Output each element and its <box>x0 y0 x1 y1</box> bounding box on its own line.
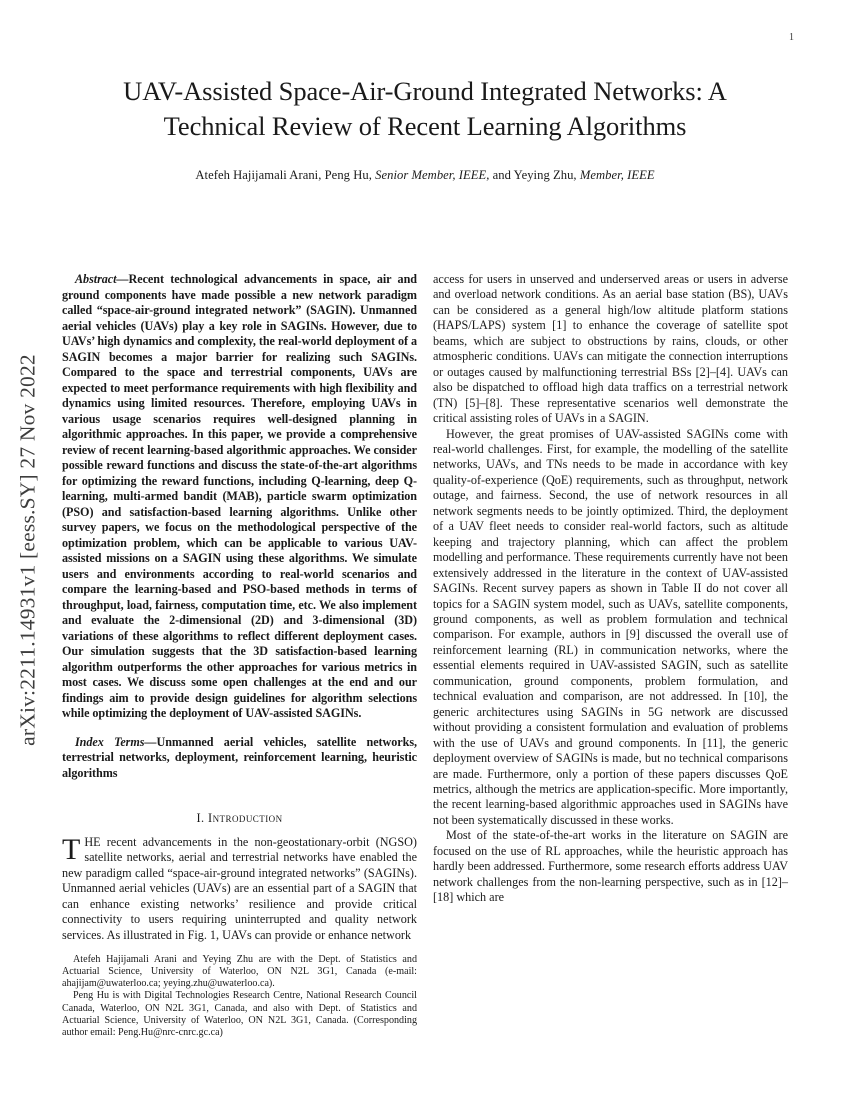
page-title: UAV-Assisted Space-Air-Ground Integrated Networks: A Technical Review of Recent Learning Algorithms <box>123 76 727 141</box>
footnotes-block <box>62 954 417 1039</box>
abstract-paragraph <box>62 272 417 722</box>
page-number: 1 <box>789 32 794 43</box>
arxiv-stamp-text: arXiv:2211.14931v1 [eess.SY] 27 Nov 2022 <box>15 354 40 746</box>
index-terms-label: Index Terms— <box>75 734 157 749</box>
abstract-label: Abstract— <box>75 272 129 286</box>
index-terms-paragraph <box>62 735 417 782</box>
index-terms-text: Unmanned aerial vehicles, satellite networks, terrestrial networks, deployment, reinforcement learning, heuristic algorithms <box>62 734 417 780</box>
author-names-part2: and Yeying Zhu, <box>489 168 580 182</box>
intro-first-paragraph-text: HE recent advancements in the non-geostationary-orbit (NGSO) satellite networks, aerial and terrestrial networks have enabled the new paradigm called “space-air-ground integrated networks” (SAGINs). Unmanned aerial vehicles (UAVs) are an essential part of a SAGIN that can enhance existing networks’ resilience and provide critical connectivity to users requiring uninterrupted and quality network services. As illustrated in Fig. 1, UAVs can provide or enhance network <box>62 835 417 942</box>
spacer <box>62 722 417 735</box>
intro-first-paragraph <box>62 835 417 943</box>
footnote-corresponding-author: Peng Hu is with Digital Technologies Research Centre, National Research Council Canada, Waterloo, ON N2L 3G1, Canada, and also with Dept. of Statistics and Actuarial Science, University of Waterloo, ON N2L 3G1, Canada. (Corresponding author email: Peng.Hu@nrc-cnrc.gc.ca) <box>62 990 417 1038</box>
section-heading-introduction: I. Introduction <box>196 811 283 825</box>
abstract-text: Recent technological advancements in space, air and ground components have made possible a new network paradigm called “space-air-ground integrated network” (SAGIN). Unmanned aerial vehicles (UAVs) play a key role in SAGINs. However, due to UAVs’ high dynamics and complexity, the real-world deployment of a SAGIN becomes a major barrier for realizing such SAGINs. Compared to the space and terrestrial components, UAVs are expected to meet performance requirements with high flexibility and dynamics using limited resources. Therefore, employing UAVs in various usage scenarios requires well-designed planning in algorithmic approaches. In this paper, we provide a comprehensive review of recent learning-based algorithmic approaches. We consider possible reward functions and discuss the state-of-the-art algorithms for optimizing the reward functions, including Q-learning, deep Q-learning, multi-armed bandit (MAB), particle swarm optimization (PSO) and satisfaction-based learning algorithms. Unlike other survey papers, we focus on the methodological perspective of the optimization problem, which can be applicable to various UAV-assisted missions on a SAGIN using these algorithms. We simulate users and environments according to real-world scenarios and compare the learning-based and PSO-based methods in terms of throughput, load, fairness, computation time, etc. We also implement and evaluate the 2-dimensional (2D) and 3-dimensional (3D) variations of these algorithms to reflect different deployment cases. Our simulation suggests that the 3D satisfaction-based learning algorithm outperforms the other approaches for various metrics in most cases. We discuss some open challenges at the end and our findings aim to provide design guidelines for algorithm selections while optimizing the deployment of UAV-assisted SAGINs. <box>62 272 417 720</box>
right-column <box>433 272 788 1072</box>
drop-cap: T <box>62 833 81 866</box>
footnote-authors-affiliation: Atefeh Hajijamali Arani and Yeying Zhu are with the Dept. of Statistics and Actuarial Science, University of Waterloo, ON N2L 3G1, Canada (e-mail: ahajijam@uwaterloo.ca; yeying.zhu@uwaterloo.ca). <box>62 953 417 990</box>
arxiv-stamp <box>0 0 56 1100</box>
author-membership-senior: Senior Member, IEEE, <box>375 168 490 182</box>
right-column-paragraph-3: Most of the state-of-the-art works in the literature on SAGIN are focused on the use of RL approaches, while the heuristic approach has hardly been addressed. Furthermore, some research efforts address UAV network challenges from the non-learning perspective, such as in [12]–[18] which are <box>433 828 788 905</box>
page-content <box>62 0 788 1100</box>
author-line <box>62 168 788 183</box>
left-column <box>62 272 417 1072</box>
title-block <box>62 0 788 183</box>
author-membership-member: Member, IEEE <box>579 168 655 182</box>
right-column-paragraph-2: However, the great promises of UAV-assisted SAGINs come with real-world challenges. First, for example, the modelling of the satellite networks, UAVs, and TNs needs to be made in accordance with key quality-of-experience (QoE) requirements, such as throughput, network outage, and fairness. Second, the use of network resources in all network segments needs to be jointly optimized. Third, the deployment of a UAV fleet needs to consider real-world factors, such as altitude keeping and trajectory planning, which can affect the problem modelling and performance. These requirements currently have not been extensively addressed in the literature in the context of UAV-assisted SAGINs. Recent survey papers as shown in Table II do not cover all topics for a SAGIN system model, such as UAVs, satellite components, ground components, as well as problem formulation and technical comparison. For example, authors in [9] discussed the overall use of reinforcement learning (RL) in communication networks, where the essential elements required in UAV-assisted SAGIN, such as satellite communication, ground components, problem formulation, and technical evaluation and comparison, are not addressed. In [10], the generic architectures using SAGINs in 5G network are discussed without providing a consistent formulation and evaluation of problems with the use of UAVs and ground components. In [11], the generic deployment overview of SAGINs is made, but no technical comparisons are made. Furthermore, only a portion of these papers discusses QoE metrics, although the metrics are application-specific. More importantly, the recent learning-based algorithmic approaches used in SAGINs have not been systematically discussed in these works. <box>433 426 788 827</box>
two-column-body <box>62 272 788 1072</box>
right-column-paragraph-1: access for users in unserved and underserved areas or users in adverse and overload network conditions. As an aerial base station (BS), UAVs can be considered as a general high/low altitude platform stations (HAPS/LAPS) system [1] to enhance the coverage of satellite spot beams, which are subject to obstructions by rains, clouds, or other atmospheric conditions. UAVs can mitigate the connection interruptions or outages caused by malfunctioning terrestrial BSs [2]–[4]. UAVs can also be dispatched to offload high data traffics on a terrestrial network (TN) [5]–[8]. These representative scenarios well demonstrate the critical assisting roles of UAVs in a SAGIN. <box>433 272 788 426</box>
author-names-part1: Atefeh Hajijamali Arani, Peng Hu, <box>195 168 376 182</box>
